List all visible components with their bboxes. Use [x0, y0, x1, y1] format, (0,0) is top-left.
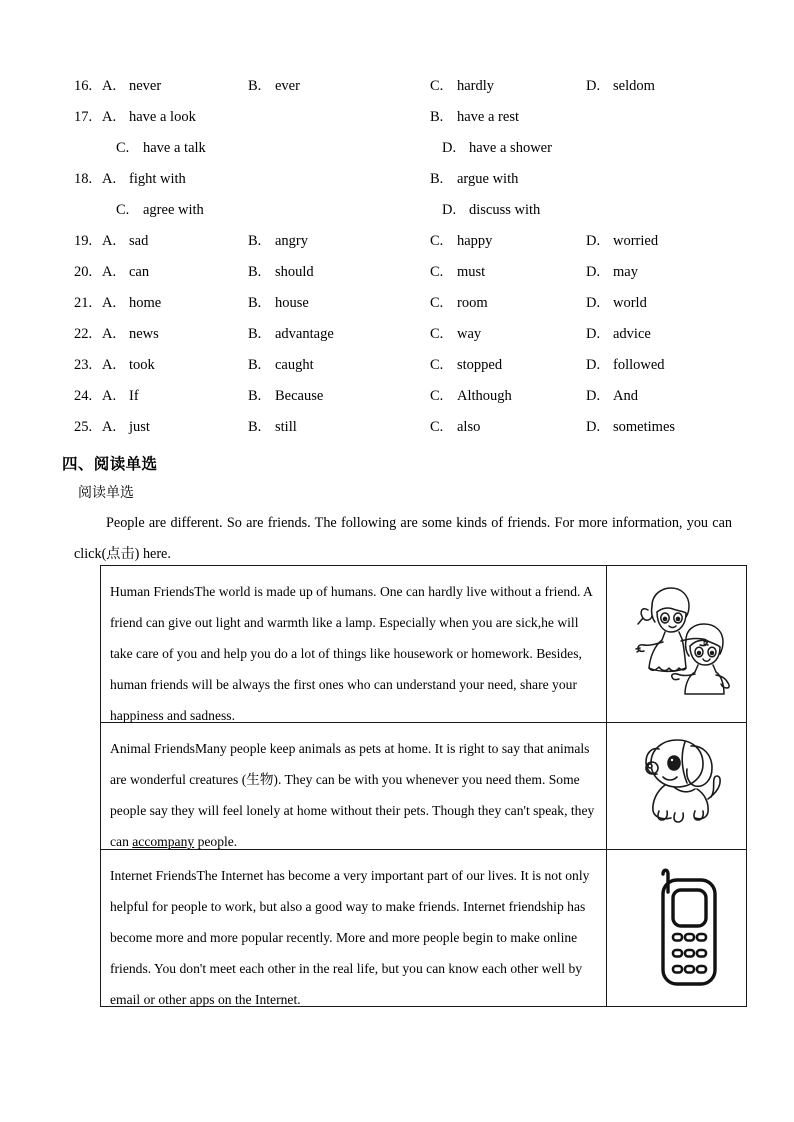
question-number: 17.	[74, 109, 93, 125]
option-text: hardly	[457, 78, 495, 94]
option-text: stopped	[457, 357, 503, 373]
option-letter: B.	[430, 109, 444, 125]
option-text: way	[457, 326, 482, 342]
reading-intro-paragraph: People are different. So are friends. The following are some kinds of friends. For more information, you can click(点击) here.	[74, 515, 732, 562]
table-cell-image	[607, 850, 747, 1007]
option-b[interactable]	[248, 233, 308, 250]
question-row	[74, 78, 722, 109]
option-text: caught	[275, 357, 314, 373]
question-row	[74, 264, 722, 295]
option-letter: D.	[442, 140, 457, 156]
option-b[interactable]	[248, 388, 323, 405]
option-d[interactable]	[586, 357, 665, 374]
option-text: may	[613, 264, 638, 280]
option-text: home	[129, 295, 162, 311]
option-letter: A.	[102, 388, 117, 404]
table-cell-text	[101, 850, 607, 1007]
option-text: news	[129, 326, 159, 342]
option-letter: B.	[248, 295, 262, 311]
internet-friends-paragraph	[101, 850, 606, 1006]
question-row	[74, 109, 722, 140]
option-c[interactable]	[430, 264, 485, 281]
question-number: 21.	[74, 295, 93, 311]
option-a[interactable]	[102, 419, 150, 436]
option-letter: A.	[102, 109, 117, 125]
option-letter: B.	[248, 233, 262, 249]
option-text: discuss with	[469, 202, 541, 218]
option-text: advantage	[275, 326, 334, 342]
option-b[interactable]	[248, 78, 300, 95]
option-letter: D.	[586, 388, 601, 404]
table-cell-image	[607, 723, 747, 850]
table-cell-image	[607, 566, 747, 723]
human-friends-text: Human FriendsThe world is made up of humans. One can hardly live without a friend. A friend can give out light and warmth like a lamp. Especially when you are sick,he will take care of you and help you do a lot of things like housework or homework. Besides, human friends will be always the first ones who can understand your need, share your happiness and sadness.	[110, 584, 593, 723]
animal-friends-paragraph	[101, 723, 606, 849]
option-c[interactable]	[430, 78, 494, 95]
option-d[interactable]	[586, 264, 638, 281]
question-row	[74, 357, 722, 388]
option-letter: C.	[116, 202, 130, 218]
option-a[interactable]	[102, 388, 139, 405]
option-a[interactable]	[102, 264, 149, 281]
question-row	[74, 388, 722, 419]
option-text: advice	[613, 326, 651, 342]
question-number: 16.	[74, 78, 93, 94]
option-text: still	[275, 419, 297, 435]
option-letter: D.	[586, 233, 601, 249]
option-text: also	[457, 419, 481, 435]
option-letter: C.	[430, 326, 444, 342]
option-d[interactable]	[442, 202, 540, 219]
option-c[interactable]	[430, 233, 492, 250]
option-letter: C.	[430, 78, 444, 94]
table-cell-text	[101, 566, 607, 723]
mobile-phone-illustration	[607, 850, 746, 990]
option-d[interactable]	[586, 419, 675, 436]
option-letter: D.	[442, 202, 457, 218]
option-b[interactable]	[248, 357, 314, 374]
table-row	[101, 850, 747, 1007]
option-letter: C.	[430, 295, 444, 311]
option-c[interactable]	[430, 295, 488, 312]
question-row	[74, 233, 722, 264]
question-number: 22.	[74, 326, 93, 342]
option-letter: D.	[586, 264, 601, 280]
option-text: just	[129, 419, 150, 435]
question-row	[74, 419, 722, 450]
animal-friends-text-before: Animal FriendsMany people keep animals as pets at home. It is right to say that animals are wonderful creatures (生物). They can be with you whenever you need them. Some people say they will feel lonely at home without their pets. Though they can't speak, they can	[110, 741, 595, 849]
option-text: fight with	[129, 171, 186, 187]
option-letter: D.	[586, 295, 601, 311]
accompany-term: accompany	[132, 834, 195, 849]
option-letter: A.	[102, 171, 117, 187]
option-b[interactable]	[248, 264, 314, 281]
option-letter: A.	[102, 295, 117, 311]
question-row	[74, 326, 722, 357]
option-text: followed	[613, 357, 665, 373]
option-text: happy	[457, 233, 493, 249]
option-text: worried	[613, 233, 659, 249]
option-text: If	[129, 388, 139, 404]
table-row	[101, 566, 747, 723]
option-letter: C.	[116, 140, 130, 156]
option-text: have a rest	[457, 109, 519, 125]
option-a[interactable]	[102, 78, 161, 95]
option-letter: B.	[248, 357, 262, 373]
option-letter: C.	[430, 233, 444, 249]
option-text: And	[613, 388, 638, 404]
option-text: seldom	[613, 78, 655, 94]
option-letter: C.	[430, 388, 444, 404]
option-b[interactable]	[248, 419, 297, 436]
option-text: Because	[275, 388, 324, 404]
question-row	[74, 140, 722, 171]
option-letter: A.	[102, 326, 117, 342]
option-letter: D.	[586, 419, 601, 435]
option-text: never	[129, 78, 162, 94]
option-a[interactable]	[102, 357, 155, 374]
option-letter: B.	[248, 419, 262, 435]
option-text: can	[129, 264, 150, 280]
option-d[interactable]	[586, 78, 655, 95]
option-text: have a talk	[143, 140, 206, 156]
cloze-question-list	[74, 78, 722, 450]
human-friends-paragraph	[101, 566, 606, 722]
option-letter: D.	[586, 78, 601, 94]
option-letter: C.	[430, 357, 444, 373]
option-text: ever	[275, 78, 300, 94]
option-letter: C.	[430, 419, 444, 435]
question-row	[74, 295, 722, 326]
animal-friends-text-after: people.	[194, 834, 238, 849]
option-letter: B.	[248, 388, 262, 404]
table-cell-text	[101, 723, 607, 850]
question-number: 18.	[74, 171, 93, 187]
option-c[interactable]	[430, 326, 481, 343]
option-letter: A.	[102, 357, 117, 373]
option-c[interactable]	[430, 357, 502, 374]
option-c[interactable]	[116, 202, 204, 219]
section-subheading: 阅读单选	[78, 486, 134, 501]
question-row	[74, 171, 722, 202]
option-letter: D.	[586, 357, 601, 373]
option-text: house	[275, 295, 309, 311]
option-text: should	[275, 264, 314, 280]
option-c[interactable]	[430, 388, 512, 405]
option-d[interactable]	[586, 233, 658, 250]
option-letter: A.	[102, 78, 117, 94]
option-text: sad	[129, 233, 149, 249]
option-text: sometimes	[613, 419, 676, 435]
option-c[interactable]	[116, 140, 206, 157]
table-row	[101, 723, 747, 850]
option-a[interactable]	[102, 171, 186, 188]
friends-table-body	[101, 566, 747, 1007]
option-a[interactable]	[102, 233, 148, 250]
option-text: world	[613, 295, 647, 311]
question-number: 23.	[74, 357, 93, 373]
question-number: 25.	[74, 419, 93, 435]
friends-info-table	[100, 565, 747, 1007]
question-number: 19.	[74, 233, 93, 249]
option-text: angry	[275, 233, 309, 249]
option-c[interactable]	[430, 419, 480, 436]
option-text: have a shower	[469, 140, 552, 156]
option-d[interactable]	[442, 140, 552, 157]
section-heading: 四、阅读单选	[62, 455, 158, 473]
option-d[interactable]	[586, 388, 638, 405]
puppy-illustration	[607, 723, 746, 831]
option-text: argue with	[457, 171, 519, 187]
option-letter: B.	[248, 264, 262, 280]
option-d[interactable]	[586, 295, 647, 312]
option-letter: A.	[102, 419, 117, 435]
option-text: Although	[457, 388, 512, 404]
option-d[interactable]	[586, 326, 651, 343]
option-b[interactable]	[430, 171, 518, 188]
option-letter: B.	[248, 78, 262, 94]
option-a[interactable]	[102, 326, 159, 343]
option-letter: A.	[102, 233, 117, 249]
option-a[interactable]	[102, 295, 161, 312]
option-text: took	[129, 357, 155, 373]
option-text: have a look	[129, 109, 196, 125]
option-b[interactable]	[248, 326, 334, 343]
option-letter: A.	[102, 264, 117, 280]
question-number: 24.	[74, 388, 93, 404]
internet-friends-text: Internet FriendsThe Internet has become a very important part of our lives. It is not only helpful for people to work, but also a good way to make friends. Internet friendship has become more and more popular recently. More and more people begin to make online friends. You don't meet each other in the real life, but you can know each other well by email or other apps on the Internet.	[110, 868, 590, 1007]
option-b[interactable]	[248, 295, 309, 312]
option-a[interactable]	[102, 109, 196, 126]
option-text: room	[457, 295, 488, 311]
option-letter: D.	[586, 326, 601, 342]
option-letter: C.	[430, 264, 444, 280]
option-text: must	[457, 264, 486, 280]
option-b[interactable]	[430, 109, 519, 126]
option-letter: B.	[248, 326, 262, 342]
option-letter: B.	[430, 171, 444, 187]
question-number: 20.	[74, 264, 93, 280]
question-row	[74, 202, 722, 233]
two-children-illustration	[607, 566, 746, 704]
option-text: agree with	[143, 202, 204, 218]
